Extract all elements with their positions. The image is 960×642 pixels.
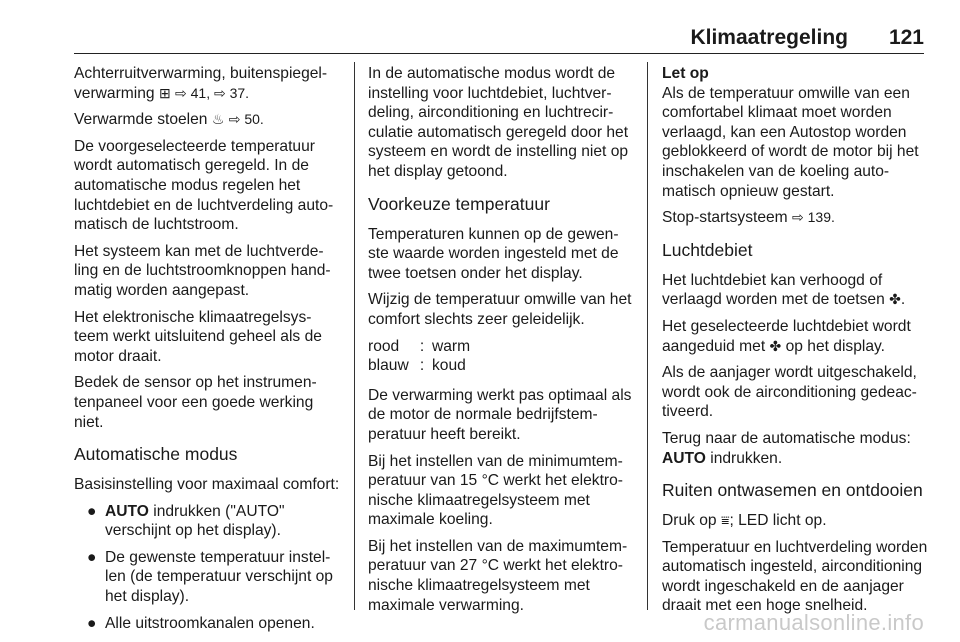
bullet-icon: ● [87, 502, 97, 520]
rear-window-heating-icon: ⊞ [158, 84, 171, 101]
column-divider-1 [354, 62, 355, 610]
paragraph: Achterruitverwarming, buitenspiegel-verwarming ⊞ ⇨ 41, ⇨ 37. [74, 65, 328, 102]
paragraph: Stop-startsysteem ⇨ 139. [662, 209, 835, 227]
paragraph: Wijzig de temperatuur omwille van het comfort slechts zeer geleidelijk. [368, 291, 632, 328]
paragraph: De voorgeselecteerde temperatuur wordt automatisch geregeld. In de automatische modus regelen het luchtdebiet en de luchtverdeling auto-matisch de luchtstroom. [74, 137, 334, 234]
note-text: Als de temperatuur omwille van een comfortabel klimaat moet worden verlaagd, kan een Autostop worden geblokkeerd of wordt de motor bij het inschakelen van de koeling auto-matisch opnieuw gestart. [662, 84, 919, 200]
paragraph: De verwarming werkt pas optimaal als de motor de normale bedrijfstem-peratuur heeft bereikt. [368, 386, 632, 443]
paragraph: Bij het instellen van de maximumtem-peratuur van 27 °C werkt het elektro-nische klimaatregelsysteem met maximale verwarming. [368, 537, 628, 614]
column-divider-2 [647, 62, 648, 610]
paragraph: Druk op ⩸; LED licht op. [662, 512, 827, 530]
paragraph: Als de aanjager wordt uitgeschakeld, wordt ook de airconditioning gedeac-tiveerd. [662, 364, 917, 421]
watermark: carmanualsonline.info [703, 610, 924, 635]
table-row: blauw : koud [368, 357, 466, 375]
table-row: rood : warm [368, 337, 471, 355]
paragraph: Temperaturen kunnen op de gewen-ste waarde worden ingesteld met de twee toetsen onder het display. [368, 225, 619, 282]
paragraph: Het luchtdebiet kan verhoogd of verlaagd worden met de toetsen ✤. [662, 271, 906, 309]
paragraph: Het elektronische klimaatregelsys-teem werkt uitsluitend geheel als de motor draait. [74, 308, 322, 365]
header-rule [74, 53, 924, 54]
paragraph: Temperatuur en luchtverdeling worden automatisch ingesteld, airconditioning wordt ingeschakeld en de aanjager draait met een hoge snelheid. [662, 538, 928, 615]
paragraph: Basisinstelling voor maximaal comfort: [74, 476, 340, 494]
bullet-list [74, 502, 346, 634]
page-header [0, 0, 960, 56]
bullet-icon: ● [87, 548, 97, 566]
note-title: Let op [662, 65, 709, 82]
page-reference-link[interactable]: ⇨ 41, ⇨ 37. [175, 84, 250, 101]
paragraph: Bedek de sensor op het instrumen-tenpaneel voor een goede werking niet. [74, 374, 317, 431]
fan-icon: ✤ [889, 291, 901, 308]
temperature-color-table [368, 337, 470, 376]
column-3 [662, 64, 928, 623]
page-reference-link[interactable]: ⇨ 50. [228, 111, 264, 128]
paragraph: Het geselecteerde luchtdebiet wordt aangeduid met ✤ op het display. [662, 317, 911, 355]
section-heading: Automatische modus [74, 444, 238, 465]
note-box [662, 64, 928, 201]
paragraph: Terug naar de automatische modus: AUTO indrukken. [662, 429, 911, 467]
paragraph: Verwarmde stoelen ♨ ⇨ 50. [74, 111, 264, 129]
bullet-icon: ● [87, 614, 97, 632]
column-2 [368, 64, 636, 622]
section-heading: Ruiten ontwasemen en ontdooien [662, 480, 923, 501]
paragraph: Bij het instellen van de minimumtem-peratuur van 15 °C werkt het elektro-nische klimaatregelsysteem met maximale koeling. [368, 452, 623, 529]
page-title: Klimaatregeling [690, 26, 848, 49]
list-item: ● De gewenste temperatuur instel-len (de temperatuur verschijnt op het display). [87, 548, 333, 606]
fan-icon: ✤ [769, 337, 782, 354]
windscreen-defrost-icon: ⩸ [720, 512, 730, 529]
paragraph: In de automatische modus wordt de instelling voor luchtdebiet, luchtver-deling, airconditioning en luchtrecir-culatie automatisch geregeld door het systeem en wordt de instelling niet op het display getoond. [368, 65, 629, 180]
list-item: ● Alle uitstroomkanalen openen. [87, 614, 315, 632]
section-heading: Voorkeuze temperatuur [368, 193, 550, 214]
page-number: 121 [888, 26, 924, 49]
column-1 [74, 64, 346, 640]
paragraph: Het systeem kan met de luchtverde-ling en de luchtstroomknoppen hand-matig worden aangepast. [74, 242, 331, 299]
section-heading: Luchtdebiet [662, 239, 753, 260]
heated-seat-icon: ♨ [211, 111, 225, 128]
list-item: ● AUTO indrukken ("AUTO" verschijnt op het display). [87, 502, 285, 540]
page-reference-link[interactable]: ⇨ 139. [792, 209, 835, 226]
